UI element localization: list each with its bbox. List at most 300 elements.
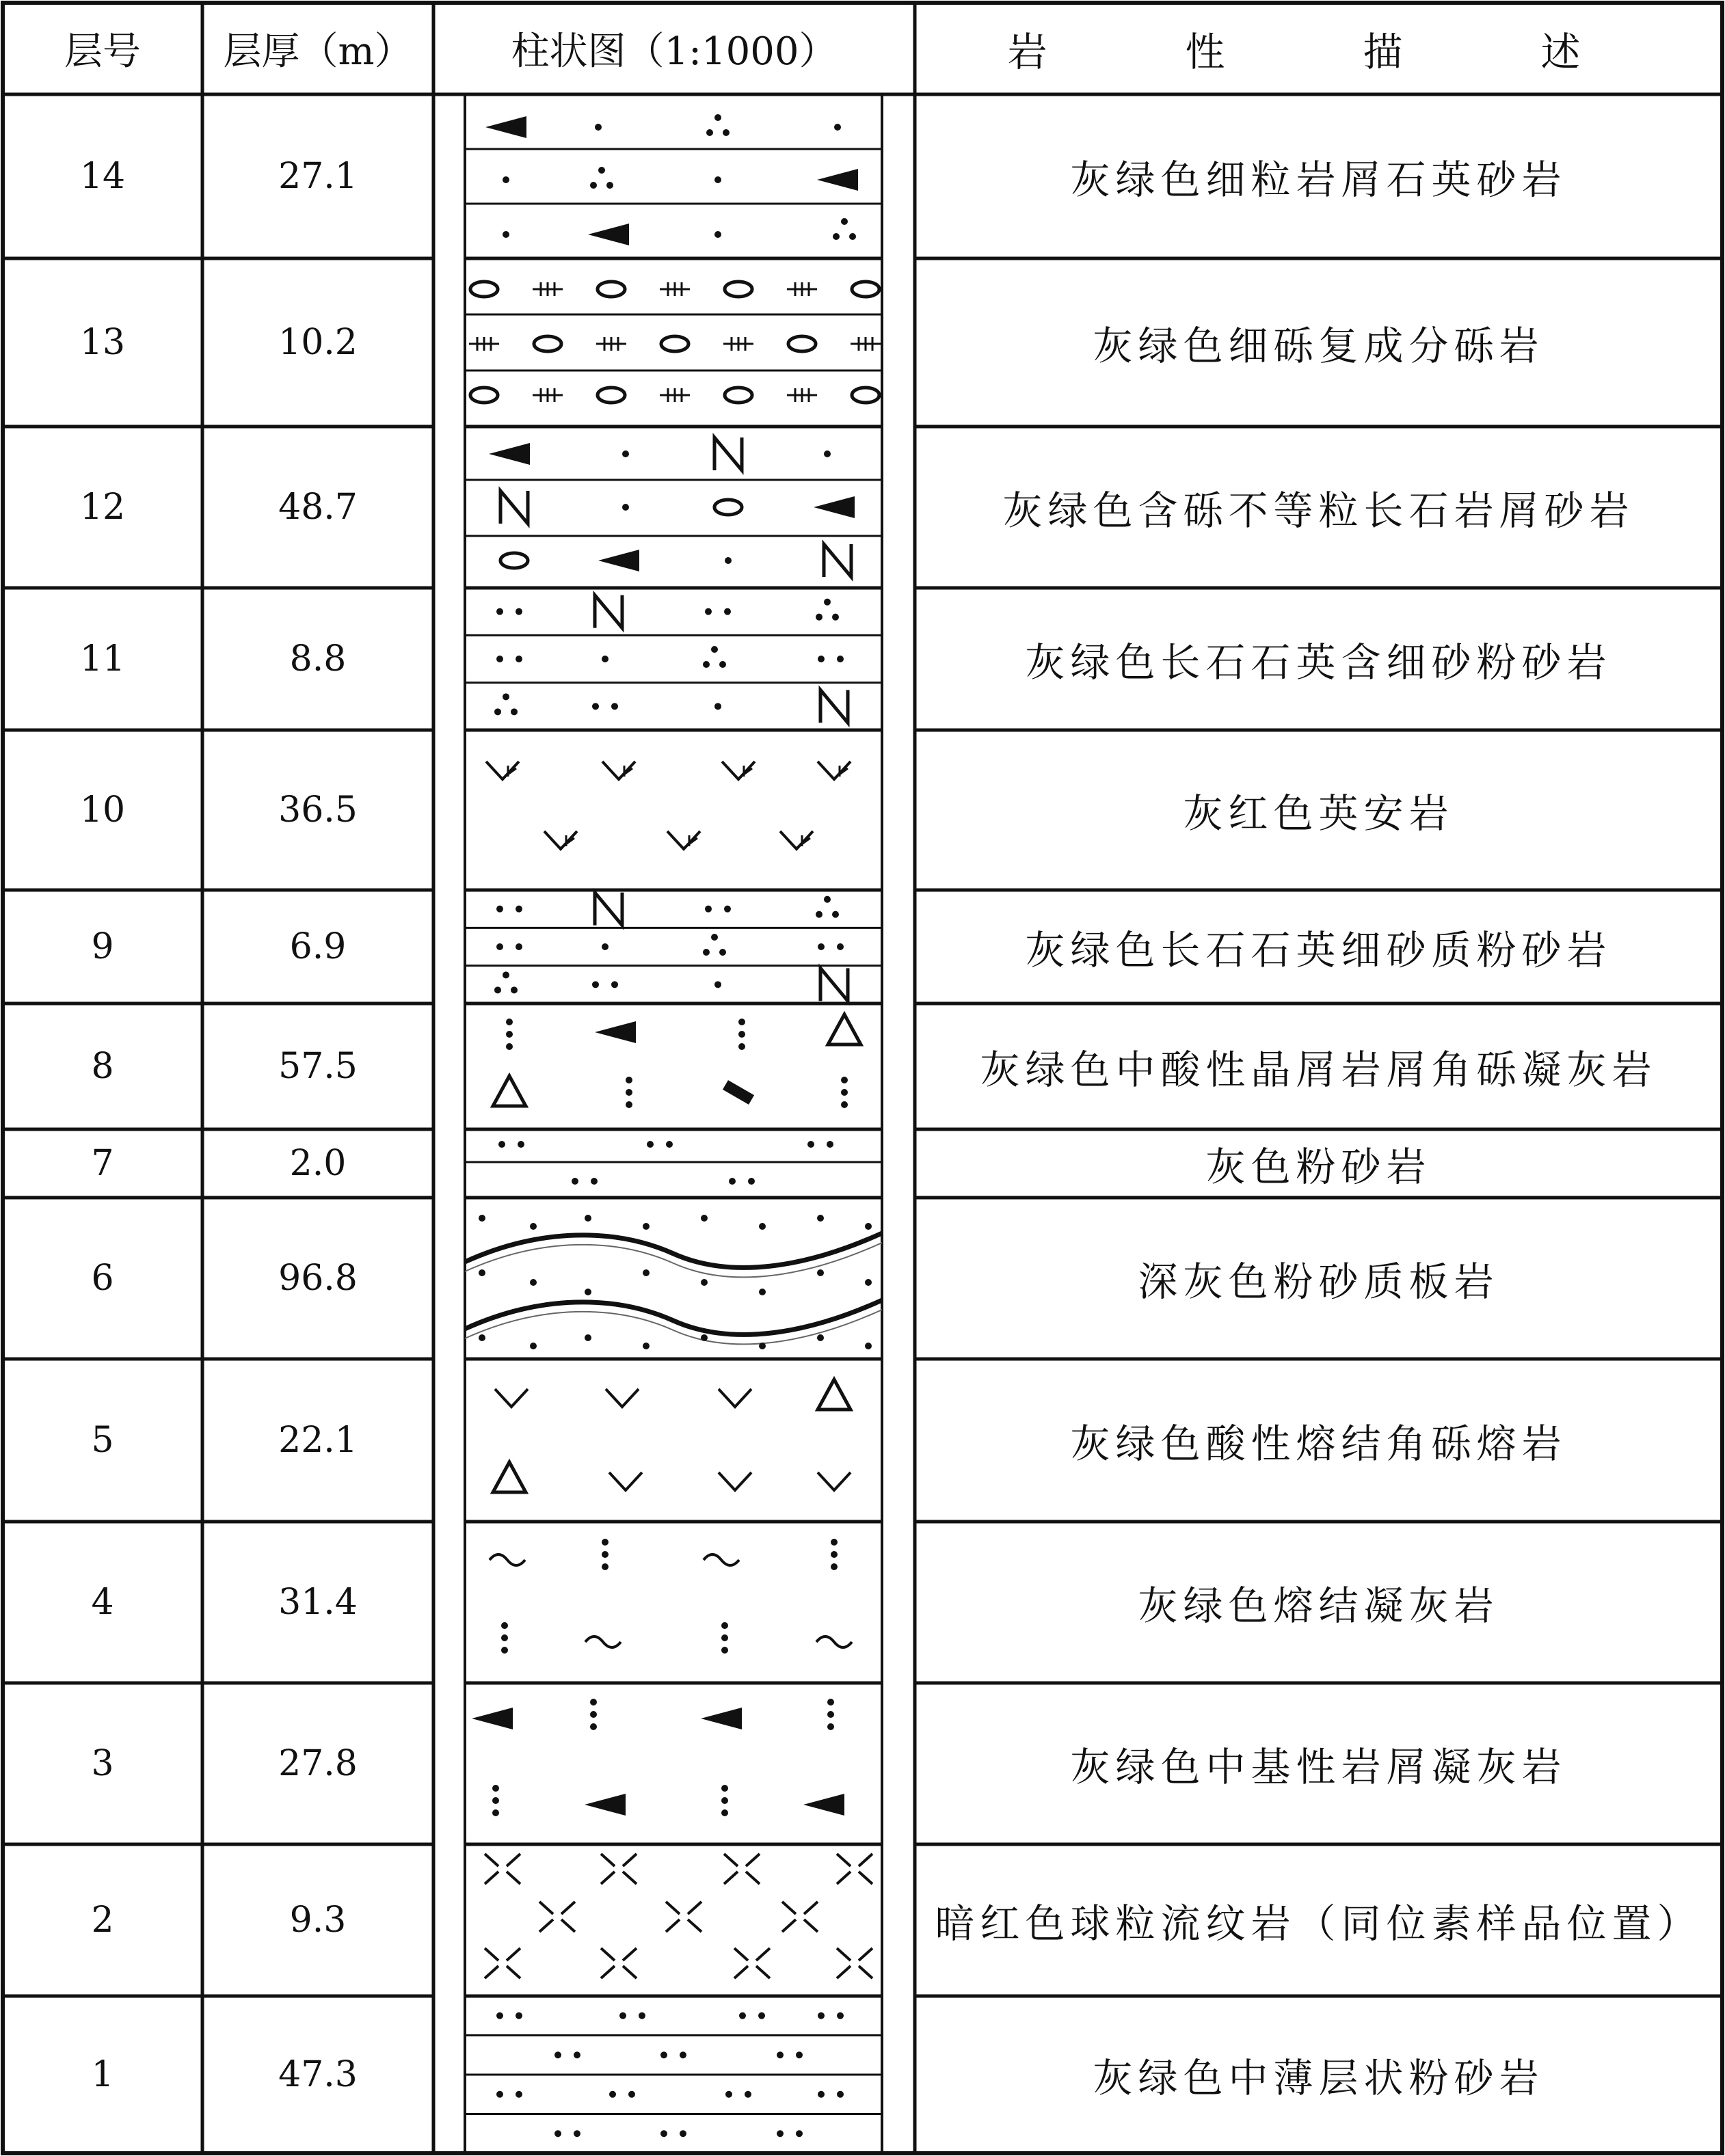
sand-dot-symbol — [827, 1723, 834, 1730]
pebble-symbol — [470, 282, 498, 297]
spherulite-x-symbol — [837, 1854, 872, 1884]
x-stroke — [507, 1872, 520, 1884]
sand-dot-symbol — [585, 1289, 591, 1295]
x-stroke — [734, 1966, 748, 1978]
lithic-fragment-symbol — [595, 1021, 636, 1043]
x-stroke — [539, 1902, 553, 1914]
layer-thickness-cell: 27.8 — [278, 1743, 358, 1784]
x-stroke — [623, 1872, 637, 1884]
sand-dot-symbol — [831, 1563, 838, 1570]
layer-number-cell: 7 — [91, 1143, 114, 1184]
layer-thickness-cell: 6.9 — [289, 926, 347, 967]
header-column-graphic: 柱状图（1:1000） — [511, 29, 838, 74]
sand-dot-symbol — [479, 1215, 485, 1222]
pebble-symbol — [470, 388, 498, 403]
layer-number-cell: 3 — [91, 1743, 114, 1784]
layer-thickness-cell: 2.0 — [289, 1143, 347, 1184]
sand-dot-symbol — [837, 943, 844, 950]
lithic-fragment-symbol — [585, 1794, 626, 1816]
layer-thickness-cell: 9.3 — [289, 1900, 347, 1941]
layer-thickness-cell: 36.5 — [278, 790, 358, 831]
pebble-symbol — [661, 336, 688, 351]
sand-dot-symbol — [516, 656, 522, 662]
sand-dot-symbol — [703, 661, 710, 668]
layer-number-cell: 5 — [91, 1420, 114, 1461]
x-stroke — [507, 1854, 520, 1866]
sand-dot-symbol — [725, 2091, 732, 2098]
sand-dot-symbol — [518, 1141, 524, 1148]
sand-dot-symbol — [758, 2012, 765, 2019]
sand-dot-symbol — [721, 1634, 728, 1641]
sand-dot-symbol — [602, 1551, 609, 1558]
sand-dot-symbol — [506, 1043, 513, 1050]
x-stroke — [623, 1948, 637, 1960]
pebble-hash-symbol — [469, 337, 499, 351]
layer-number-cell: 2 — [91, 1900, 114, 1941]
sand-dot-symbol — [714, 231, 721, 238]
sand-dot-symbol — [590, 1699, 597, 1706]
sand-dot-symbol — [516, 943, 522, 950]
volcanic-v-symbol — [606, 1389, 639, 1407]
crystal-fragment-symbol — [723, 1080, 754, 1105]
sand-dot-symbol — [865, 1343, 872, 1349]
x-stroke — [859, 1872, 872, 1884]
x-stroke — [561, 1919, 575, 1932]
volcanic-v-symbol — [719, 1389, 751, 1407]
layer-number-cell: 14 — [79, 156, 126, 197]
x-stroke — [804, 1902, 818, 1914]
sand-dot-symbol — [501, 1634, 508, 1641]
sand-dot-symbol — [574, 2130, 580, 2137]
header-lithology: 岩 性 描 述 — [1007, 29, 1630, 75]
sand-dot-symbol — [503, 693, 509, 700]
x-stroke — [623, 1966, 637, 1978]
layer-number-cell: 8 — [91, 1046, 114, 1087]
sand-dot-symbol — [738, 1043, 745, 1050]
lithic-fragment-symbol — [814, 496, 855, 518]
sand-dot-symbol — [777, 2130, 784, 2137]
sand-dot-symbol — [721, 1622, 728, 1629]
volcanic-v-symbol — [818, 1472, 851, 1490]
sand-dot-symbol — [496, 943, 503, 950]
sand-dot-symbol — [748, 1178, 755, 1185]
sand-dot-symbol — [479, 1269, 485, 1276]
sand-dot-symbol — [701, 1215, 708, 1222]
sand-dot-symbol — [827, 1711, 834, 1718]
layer-thickness-cell: 8.8 — [289, 638, 347, 679]
sand-dot-symbol — [606, 182, 613, 189]
lithic-fragment-symbol — [817, 169, 858, 191]
sand-dot-symbol — [865, 1279, 872, 1286]
x-stroke — [734, 1948, 748, 1960]
sand-dot-symbol — [666, 1141, 673, 1148]
x-stroke — [804, 1919, 818, 1932]
sand-dot-symbol — [611, 981, 618, 988]
header-layer-number: 层号 — [64, 29, 141, 74]
sand-dot-symbol — [817, 1269, 824, 1276]
sand-dot-symbol — [831, 1551, 838, 1558]
spherulite-x-symbol — [734, 1948, 770, 1978]
welded-tilde-symbol — [704, 1554, 739, 1565]
sand-dot-symbol — [711, 646, 718, 653]
sand-dot-symbol — [602, 943, 609, 950]
x-stroke — [746, 1854, 760, 1866]
sand-dot-symbol — [706, 129, 713, 136]
feldspar-symbol — [714, 437, 742, 470]
pebble-hash-symbol — [851, 337, 881, 351]
sand-dot-symbol — [796, 2130, 803, 2137]
sand-dot-symbol — [807, 1141, 814, 1148]
sand-dot-symbol — [705, 906, 712, 913]
sand-dot-symbol — [824, 896, 831, 903]
sand-dot-symbol — [585, 1334, 591, 1341]
sand-dot-symbol — [841, 1089, 848, 1096]
sand-dot-symbol — [739, 2012, 746, 2019]
breccia-triangle-symbol — [493, 1462, 526, 1492]
lithic-fragment-symbol — [598, 550, 639, 571]
x-stroke — [859, 1854, 872, 1866]
lithic-fragment-symbol — [489, 443, 530, 465]
x-stroke — [561, 1902, 575, 1914]
sand-dot-symbol — [818, 2012, 825, 2019]
sand-dot-symbol — [501, 1647, 508, 1654]
sand-dot-symbol — [494, 986, 501, 993]
sand-dot-symbol — [591, 1178, 598, 1185]
pebble-hash-symbol — [787, 282, 817, 296]
sand-dot-symbol — [516, 906, 522, 913]
sand-dot-symbol — [622, 450, 629, 457]
sand-dot-symbol — [479, 1334, 485, 1341]
layer-thickness-cell: 48.7 — [278, 487, 358, 528]
sand-dot-symbol — [719, 949, 726, 956]
sand-dot-symbol — [705, 608, 712, 615]
x-stroke — [837, 1872, 851, 1884]
pebble-hash-symbol — [787, 388, 817, 402]
sand-dot-symbol — [496, 2091, 503, 2098]
x-stroke — [539, 1919, 553, 1932]
x-stroke — [485, 1872, 498, 1884]
x-stroke — [837, 1966, 851, 1978]
sand-dot-symbol — [841, 218, 848, 225]
layer-description-cell: 暗红色球粒流纹岩（同位素样品位置） — [935, 1900, 1702, 1947]
layer-number-cell: 9 — [91, 926, 114, 967]
layer-description-cell: 深灰色粉砂质板岩 — [1138, 1258, 1499, 1305]
layer-description-cell: 灰绿色中薄层状粉砂岩 — [1093, 2055, 1545, 2101]
sand-dot-symbol — [643, 1223, 650, 1230]
layer-description-cell: 灰红色英安岩 — [1183, 790, 1454, 837]
sand-dot-symbol — [824, 599, 831, 606]
layer-thickness-cell: 57.5 — [278, 1046, 358, 1087]
sand-dot-symbol — [832, 911, 839, 918]
sand-dot-symbol — [506, 1019, 513, 1025]
layer-number-cell: 11 — [79, 638, 126, 679]
sand-dot-symbol — [492, 1797, 499, 1804]
x-stroke — [688, 1902, 701, 1914]
sand-dot-symbol — [628, 2091, 635, 2098]
sand-dot-symbol — [574, 2051, 580, 2058]
sand-dot-symbol — [738, 1019, 745, 1025]
pebble-symbol — [852, 282, 879, 297]
x-stroke — [601, 1872, 615, 1884]
sand-dot-symbol — [865, 1223, 872, 1230]
pebble-symbol — [725, 388, 752, 403]
sand-dot-symbol — [721, 1647, 728, 1654]
sand-dot-symbol — [817, 1215, 824, 1222]
sand-dot-symbol — [572, 1178, 578, 1185]
layer-description-cell: 灰色粉砂岩 — [1205, 1144, 1432, 1190]
pebble-symbol — [714, 500, 742, 515]
lithic-fragment-symbol — [803, 1794, 844, 1816]
layer-description-cell: 灰绿色酸性熔结角砾熔岩 — [1070, 1420, 1567, 1467]
x-stroke — [837, 1854, 851, 1866]
sand-dot-symbol — [592, 981, 599, 988]
x-stroke — [601, 1966, 615, 1978]
layer-thickness-cell: 27.1 — [278, 156, 358, 197]
sand-dot-symbol — [714, 176, 721, 183]
sand-dot-symbol — [816, 614, 823, 621]
spherulite-x-symbol — [782, 1902, 818, 1932]
sand-dot-symbol — [592, 703, 599, 710]
sand-dot-symbol — [745, 2091, 751, 2098]
lithic-fragment-symbol — [701, 1708, 742, 1729]
sand-dot-symbol — [626, 1101, 632, 1108]
sand-dot-symbol — [719, 661, 726, 668]
layer-description-cell: 灰绿色细砾复成分砾岩 — [1093, 323, 1545, 369]
lithic-fragment-symbol — [472, 1708, 513, 1729]
x-stroke — [507, 1966, 520, 1978]
x-stroke — [666, 1902, 680, 1914]
sand-dot-symbol — [816, 911, 823, 918]
x-stroke — [623, 1854, 637, 1866]
sand-dot-symbol — [711, 934, 718, 941]
pebble-symbol — [598, 388, 625, 403]
sand-dot-symbol — [590, 182, 597, 189]
pebble-hash-symbol — [533, 388, 563, 402]
breccia-triangle-symbol — [828, 1014, 861, 1045]
x-stroke — [507, 1948, 520, 1960]
breccia-triangle-symbol — [493, 1076, 526, 1106]
sand-dot-symbol — [796, 2051, 803, 2058]
feldspar-symbol — [595, 595, 622, 628]
layer-thickness-cell: 31.4 — [278, 1582, 358, 1623]
sand-dot-symbol — [725, 557, 732, 564]
sand-dot-symbol — [759, 1343, 766, 1349]
sand-dot-symbol — [498, 1141, 505, 1148]
layer-description-cell: 灰绿色中酸性晶屑岩屑角砾凝灰岩 — [980, 1047, 1657, 1093]
sand-dot-symbol — [611, 703, 618, 710]
pebble-hash-symbol — [660, 282, 690, 296]
sand-dot-symbol — [723, 129, 730, 136]
sand-dot-symbol — [721, 1785, 728, 1792]
x-stroke — [666, 1919, 680, 1932]
sand-dot-symbol — [647, 1141, 654, 1148]
layer-thickness-cell: 96.8 — [278, 1258, 358, 1299]
sand-dot-symbol — [503, 971, 509, 978]
sand-dot-symbol — [777, 2051, 784, 2058]
sand-dot-symbol — [703, 949, 710, 956]
sand-dot-symbol — [530, 1343, 537, 1349]
welded-tilde-symbol — [816, 1636, 852, 1647]
layer-thickness-cell: 22.1 — [278, 1420, 358, 1461]
lithic-fragment-symbol — [485, 116, 526, 138]
sand-dot-symbol — [516, 2091, 522, 2098]
sand-dot-symbol — [503, 231, 509, 238]
layer-thickness-cell: 10.2 — [278, 322, 358, 363]
volcanic-v-symbol — [719, 1472, 751, 1490]
volcanic-v-symbol — [609, 1472, 642, 1490]
welded-tilde-symbol — [585, 1636, 621, 1647]
sand-dot-symbol — [501, 1622, 508, 1629]
sand-dot-symbol — [496, 608, 503, 615]
pebble-hash-symbol — [660, 388, 690, 402]
x-stroke — [782, 1902, 796, 1914]
x-stroke — [859, 1948, 872, 1960]
x-stroke — [859, 1966, 872, 1978]
sand-dot-symbol — [643, 1343, 650, 1349]
sand-dot-symbol — [729, 1178, 736, 1185]
x-stroke — [601, 1854, 615, 1866]
sand-dot-symbol — [831, 1539, 838, 1546]
sand-dot-symbol — [590, 1723, 597, 1730]
layer-description-cell: 灰绿色细粒岩屑石英砂岩 — [1070, 157, 1567, 203]
sand-dot-symbol — [602, 656, 609, 662]
sand-dot-symbol — [818, 943, 825, 950]
layer-number-cell: 13 — [79, 322, 126, 363]
x-stroke — [485, 1854, 498, 1866]
layer-description-cell: 灰绿色中基性岩屑凝灰岩 — [1070, 1744, 1567, 1790]
sand-dot-symbol — [721, 1809, 728, 1816]
sand-dot-symbol — [595, 124, 602, 131]
pebble-symbol — [852, 388, 879, 403]
feldspar-symbol — [824, 544, 851, 577]
spherulite-x-symbol — [485, 1854, 520, 1884]
layer-description-cell: 灰绿色含砾不等粒长石岩屑砂岩 — [1002, 487, 1635, 534]
layer-thickness-cell: 47.3 — [278, 2054, 358, 2095]
header-thickness: 层厚（m） — [223, 29, 413, 74]
spherulite-x-symbol — [601, 1854, 637, 1884]
sand-dot-symbol — [598, 167, 605, 174]
x-stroke — [724, 1854, 738, 1866]
layer-description-cell: 灰绿色长石石英含细砂粉砂岩 — [1025, 639, 1612, 686]
x-stroke — [724, 1872, 738, 1884]
sand-dot-symbol — [554, 2130, 561, 2137]
pebble-hash-symbol — [533, 282, 563, 296]
x-stroke — [756, 1948, 770, 1960]
sand-dot-symbol — [516, 2012, 522, 2019]
sand-dot-symbol — [643, 1269, 650, 1276]
spherulite-x-symbol — [601, 1948, 637, 1978]
sand-dot-symbol — [827, 1141, 833, 1148]
sand-dot-symbol — [602, 1539, 609, 1546]
feldspar-symbol — [595, 893, 622, 926]
sand-dot-symbol — [849, 233, 856, 240]
sand-dot-symbol — [554, 2051, 561, 2058]
spherulite-x-symbol — [666, 1902, 701, 1932]
sand-dot-symbol — [619, 2012, 626, 2019]
pebble-symbol — [788, 336, 816, 351]
x-stroke — [485, 1948, 498, 1960]
volcanic-v-symbol — [495, 1389, 528, 1407]
sand-dot-symbol — [492, 1809, 499, 1816]
sand-dot-symbol — [506, 1031, 513, 1038]
layer-number-cell: 1 — [91, 2054, 114, 2095]
sand-dot-symbol — [626, 1077, 632, 1083]
sand-dot-symbol — [511, 708, 518, 715]
layer-number-cell: 10 — [79, 790, 126, 831]
x-stroke — [688, 1919, 701, 1932]
sand-dot-symbol — [622, 504, 629, 511]
sand-dot-symbol — [714, 114, 721, 121]
sand-dot-symbol — [759, 1223, 766, 1230]
x-stroke — [782, 1919, 796, 1932]
sand-dot-symbol — [503, 176, 509, 183]
sand-dot-symbol — [841, 1077, 848, 1083]
sand-dot-symbol — [660, 2051, 667, 2058]
welded-tilde-symbol — [490, 1554, 525, 1565]
sand-dot-symbol — [602, 1563, 609, 1570]
sand-dot-symbol — [824, 450, 831, 457]
spherulite-x-symbol — [724, 1854, 760, 1884]
sand-dot-symbol — [724, 906, 731, 913]
sand-dot-symbol — [834, 124, 841, 131]
sand-dot-symbol — [680, 2051, 686, 2058]
sand-dot-symbol — [492, 1785, 499, 1792]
sand-dot-symbol — [832, 614, 839, 621]
pebble-hash-symbol — [596, 337, 626, 351]
sand-dot-symbol — [626, 1089, 632, 1096]
sand-dot-symbol — [530, 1223, 537, 1230]
sand-dot-symbol — [590, 1711, 597, 1718]
sand-dot-symbol — [680, 2130, 686, 2137]
x-stroke — [746, 1872, 760, 1884]
sand-dot-symbol — [818, 2091, 825, 2098]
sand-dot-symbol — [701, 1279, 708, 1286]
x-stroke — [601, 1948, 615, 1960]
sand-dot-symbol — [827, 1699, 834, 1706]
sand-dot-symbol — [714, 703, 721, 710]
x-stroke — [756, 1966, 770, 1978]
pebble-symbol — [598, 282, 625, 297]
sand-dot-symbol — [496, 2012, 503, 2019]
pebble-hash-symbol — [723, 337, 753, 351]
spherulite-x-symbol — [837, 1948, 872, 1978]
layer-number-cell: 6 — [91, 1258, 114, 1299]
spherulite-x-symbol — [485, 1948, 520, 1978]
pebble-symbol — [534, 336, 561, 351]
lithic-fragment-symbol — [588, 224, 629, 245]
sand-dot-symbol — [721, 1797, 728, 1804]
sand-dot-symbol — [585, 1215, 591, 1222]
layer-description-cell: 灰绿色熔结凝灰岩 — [1138, 1582, 1499, 1629]
sand-dot-symbol — [516, 608, 522, 615]
feldspar-symbol — [820, 690, 848, 723]
pebble-symbol — [500, 553, 528, 568]
sand-dot-symbol — [660, 2130, 667, 2137]
spherulite-x-symbol — [539, 1902, 575, 1932]
x-stroke — [485, 1966, 498, 1978]
x-stroke — [837, 1948, 851, 1960]
sand-dot-symbol — [701, 1334, 708, 1341]
sand-dot-symbol — [714, 981, 721, 988]
sand-dot-symbol — [724, 608, 731, 615]
sand-dot-symbol — [837, 656, 844, 662]
sand-dot-symbol — [841, 1101, 848, 1108]
sand-dot-symbol — [530, 1279, 537, 1286]
sand-dot-symbol — [639, 2012, 645, 2019]
sand-dot-symbol — [496, 906, 503, 913]
pebble-symbol — [725, 282, 752, 297]
layer-description-cell: 灰绿色长石石英细砂质粉砂岩 — [1025, 927, 1612, 973]
